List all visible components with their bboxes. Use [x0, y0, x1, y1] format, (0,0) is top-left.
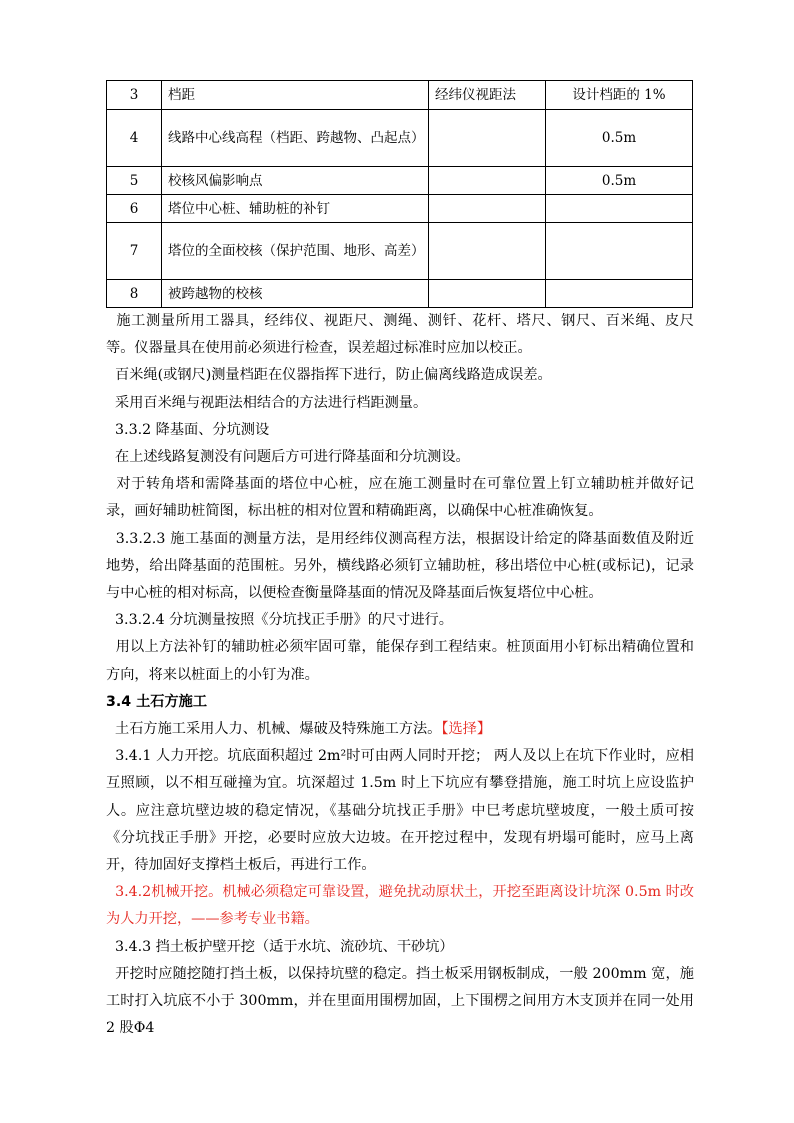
paragraph-text: 土石方施工采用人力、机械、爆破及特殊施工方法。	[115, 721, 442, 738]
row-item: 塔位的全面校核（保护范围、地形、高差）	[162, 223, 429, 280]
measurement-table	[106, 80, 693, 308]
paragraph-3-4-1	[106, 743, 694, 879]
row-item: 被跨越物的校核	[162, 280, 429, 308]
paragraph-3-3-2-3	[106, 526, 694, 608]
paragraph-auxiliary-stakes	[106, 471, 694, 525]
row-method	[429, 110, 546, 167]
row-number: 4	[107, 110, 162, 167]
paragraph-text: 对于转角塔和需降基面的塔位中心桩，应在施工测量时在可靠位置上钉立辅助桩并做好记录，画好辅助桩简图，标出桩的相对位置和精确距离，以确保中心桩准确恢复。	[106, 476, 694, 520]
row-item: 校核风偏影响点	[162, 167, 429, 195]
row-number: 5	[107, 167, 162, 195]
paragraph-stake-nails	[106, 634, 694, 688]
table-row	[107, 195, 693, 223]
row-method	[429, 223, 546, 280]
row-standard: 0.5m	[546, 167, 693, 195]
paragraph-text: 在上述线路复测没有问题后方可进行降基面和分坑测设。	[115, 449, 470, 466]
row-method	[429, 167, 546, 195]
row-number: 7	[107, 223, 162, 280]
row-item: 线路中心线高程（档距、跨越物、凸起点）	[162, 110, 429, 167]
paragraph-text: 3.3.2.3 施工基面的测量方法，是用经纬仪测高程方法，根据设计给定的降基面数值及附近地势，给出降基面的范围桩。另外，横线路必须钉立辅助桩，移出塔位中心桩(或标记)，记录与中心桩的相对标高，以便检查衡量降基面的情况及降基面后恢复塔位中心桩。	[106, 530, 694, 602]
row-method: 经纬仪视距法	[429, 81, 546, 110]
document-body	[106, 308, 694, 1042]
select-tag: 【选择】	[441, 721, 492, 738]
table-row	[107, 81, 693, 110]
paragraph-text: 采用百米绳与视距法相结合的方法进行档距测量。	[115, 394, 428, 411]
row-method	[429, 195, 546, 223]
paragraph-text: 3.4.2机械开挖。机械必须稳定可靠设置，避免扰动原状土，开挖至距离设计坑深 0.5m 时改为人力开挖，——参考专业书籍。	[106, 884, 694, 928]
table-row	[107, 110, 693, 167]
paragraph-retaining-boards	[106, 961, 694, 1043]
row-standard	[546, 280, 693, 308]
paragraph-text: 施工测量所用工器具，经纬仪、视距尺、测绳、测钎、花杆、塔尺、钢尺、百米绳、皮尺等。仪器量具在使用前必须进行检查，误差超过标准时应加以校正。	[106, 313, 694, 357]
paragraph-3-4-3	[106, 934, 694, 961]
paragraph-text: 百米绳(或钢尺)测量档距在仪器指挥下进行，防止偏离线路造成误差。	[115, 367, 552, 384]
section-heading-3-3-2	[106, 417, 694, 444]
row-number: 3	[107, 81, 162, 110]
paragraph-text: 3.3.2.4 分坑测量按照《分坑找正手册》的尺寸进行。	[115, 612, 453, 629]
paragraph-3-4-2	[106, 879, 694, 933]
paragraph-earthwork-methods	[106, 716, 694, 743]
row-standard: 设计档距的 1%	[546, 81, 693, 110]
row-item: 档距	[162, 81, 429, 110]
table-row	[107, 167, 693, 195]
heading-text: 3.4 土石方施工	[106, 693, 208, 710]
paragraph-text: 3.4.3 挡土板护壁开挖（适于水坑、流砂坑、干砂坑）	[115, 938, 454, 955]
paragraph-span-method	[106, 390, 694, 417]
paragraph-after-survey	[106, 444, 694, 471]
paragraph-tape-measure	[106, 362, 694, 389]
row-number: 8	[107, 280, 162, 308]
section-heading-3-4	[106, 689, 694, 716]
paragraph-tools	[106, 308, 694, 362]
row-item: 塔位中心桩、辅助桩的补钉	[162, 195, 429, 223]
row-number: 6	[107, 195, 162, 223]
row-method	[429, 280, 546, 308]
table-row	[107, 280, 693, 308]
paragraph-text: 3.4.1 人力开挖。坑底面积超过 2m²时可由两人同时开挖； 两人及以上在坑下作业时，应相互照顾，以不相互碰撞为宜。坑深超过 1.5m 时上下坑应有攀登措施，施工时坑上应设监护人。应注意坑壁边坡的稳定情况，《基础分坑找正手册》中巳考虑坑壁坡度，一般土质可按《分坑找正手册》开挖，必要时应放大边坡。在开挖过程中，发现有坍塌可能时，应马上离开，待加固好支撑档土板后，再进行工作。	[106, 748, 694, 874]
paragraph-3-3-2-4	[106, 607, 694, 634]
row-standard	[546, 223, 693, 280]
row-standard: 0.5m	[546, 110, 693, 167]
paragraph-text: 用以上方法补钉的辅助桩必须牢固可靠，能保存到工程结束。桩顶面用小钉标出精确位置和方向，将来以桩面上的小钉为准。	[106, 639, 694, 683]
paragraph-text: 3.3.2 降基面、分坑测设	[115, 421, 270, 438]
table-row	[107, 223, 693, 280]
row-standard	[546, 195, 693, 223]
paragraph-text: 开挖时应随挖随打挡土板，以保持坑壁的稳定。挡土板采用钢板制成，一般 200mm 宽，施工时打入坑底不小于 300mm，并在里面用围楞加固，上下围楞之间用方木支顶并在同一处用 2 股Φ4	[106, 965, 694, 1037]
